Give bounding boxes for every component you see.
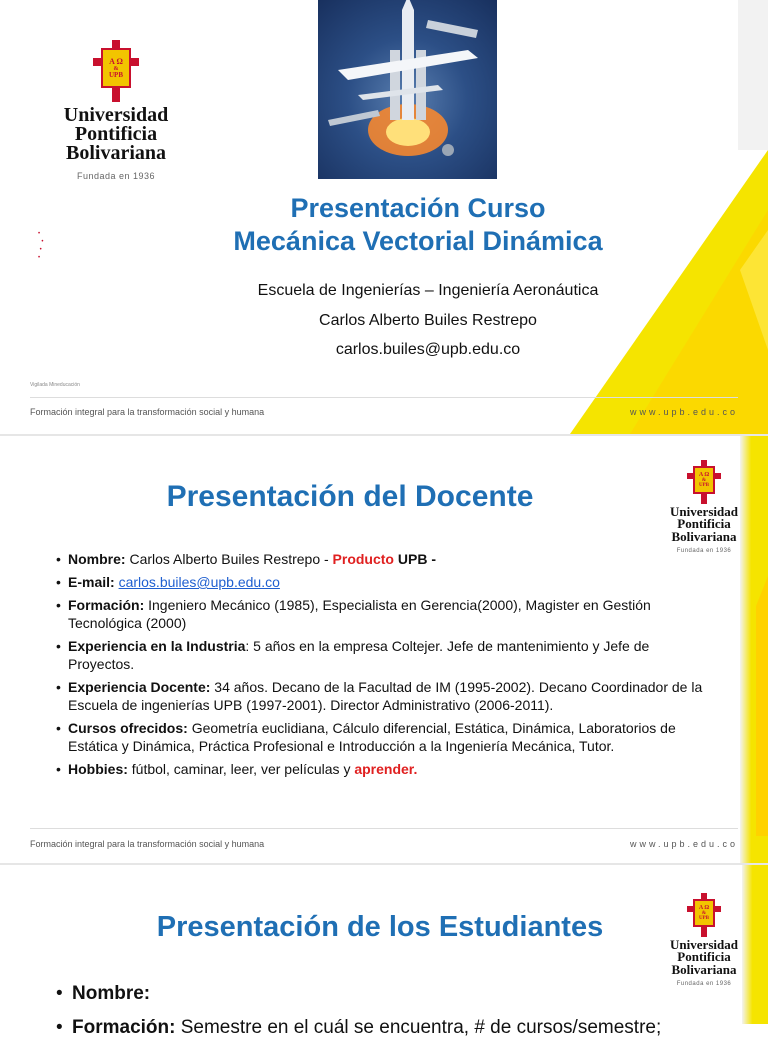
logo-line-bolivariana: Bolivariana bbox=[671, 961, 737, 977]
upb-shield-icon bbox=[93, 40, 139, 102]
upb-logo bbox=[58, 40, 174, 181]
upb-logo bbox=[662, 460, 746, 554]
list-item-cursos bbox=[56, 719, 716, 755]
label-nombre: Nombre: bbox=[68, 551, 126, 567]
label-formacion: Formación: bbox=[72, 1017, 176, 1038]
email-link[interactable]: carlos.builes@upb.edu.co bbox=[118, 574, 280, 590]
list-item-email bbox=[56, 573, 716, 591]
teacher-email: carlos.builes@upb.edu.co bbox=[335, 341, 521, 358]
shield-alpha-omega: A Ω bbox=[109, 56, 123, 66]
logo-line-pontificia: Pontificia bbox=[74, 123, 158, 145]
list-item-formacion bbox=[56, 1015, 756, 1041]
logo-founded: Fundada en 1936 bbox=[676, 548, 732, 555]
course-title-line1: Presentación Curso bbox=[290, 193, 546, 223]
list-item-nombre bbox=[56, 981, 756, 1007]
upb-shield-icon bbox=[687, 893, 721, 937]
value-formacion: Semestre en el cuál se encuentra, # de cursos/semestre; bbox=[175, 1017, 662, 1038]
label-email: E-mail: bbox=[68, 574, 115, 590]
label-docente: Experiencia Docente: bbox=[68, 679, 211, 695]
list-item-formacion bbox=[56, 596, 716, 632]
label-industria: Experiencia en la Industria bbox=[68, 638, 246, 654]
yellow-accent-shape bbox=[728, 576, 768, 836]
value-cursos: Geometría euclidiana, Cálculo diferencial, Estática, Dinámica, Laboratorios de Estática y Dinámica, Práctica Profesional e Introducción a la Ingeniería Mecánica, Tutor. bbox=[68, 720, 676, 754]
list-item-industria bbox=[56, 637, 716, 673]
teacher-name: Carlos Alberto Builes Restrepo bbox=[319, 312, 537, 329]
school-name: Escuela de Ingenierías – Ingeniería Aeronáutica bbox=[257, 282, 599, 299]
footer-url: www.upb.edu.co bbox=[629, 407, 738, 417]
upb-shield-icon bbox=[687, 460, 721, 504]
shield-alpha-omega: A Ω bbox=[698, 472, 710, 478]
label-formacion: Formación: bbox=[68, 597, 145, 613]
logo-line-bolivariana: Bolivariana bbox=[671, 528, 737, 544]
shield-ampersand: & bbox=[113, 65, 119, 72]
value-formacion: Ingeniero Mecánico (1985), Especialista en Gerencia(2000), Magister en Gestión Tecnológica (2000) bbox=[68, 597, 651, 631]
shield-upb: UPB bbox=[109, 70, 123, 79]
value-upb: UPB - bbox=[394, 551, 436, 567]
slide-students-presentation bbox=[0, 865, 768, 1038]
footer-url: www.upb.edu.co bbox=[629, 839, 738, 849]
value-industria: : 5 años en la empresa Coltejer. Jefe de mantenimiento y Jefe de Proyectos. bbox=[68, 638, 650, 672]
shield-upb: UPB bbox=[699, 916, 709, 921]
value-aprender: aprender. bbox=[354, 761, 418, 777]
right-gray-strip bbox=[738, 0, 768, 150]
slide-title: Presentación de los Estudiantes bbox=[156, 911, 604, 943]
logo-line-universidad: Universidad bbox=[670, 504, 738, 519]
value-producto: Producto bbox=[332, 551, 394, 567]
logo-line-pontificia: Pontificia bbox=[677, 949, 731, 965]
students-info-list bbox=[56, 981, 756, 1049]
shield-alpha-omega: A Ω bbox=[698, 905, 710, 911]
aerospace-collage-image bbox=[318, 0, 497, 179]
slide-teacher-presentation bbox=[0, 436, 768, 863]
teacher-info-list bbox=[56, 550, 716, 783]
upb-logo bbox=[662, 893, 746, 987]
label-nombre: Nombre: bbox=[72, 983, 151, 1004]
slide-course-presentation bbox=[0, 0, 768, 434]
list-item-docente bbox=[56, 678, 716, 714]
list-item-hobbies bbox=[56, 760, 716, 778]
shield-upb: UPB bbox=[699, 483, 709, 488]
course-title-line2: Mecánica Vectorial Dinámica bbox=[233, 226, 603, 256]
shield-ampersand: & bbox=[701, 911, 707, 916]
slide-title: Presentación del Docente bbox=[166, 480, 534, 513]
value-nombre: Carlos Alberto Builes Restrepo - bbox=[125, 551, 333, 567]
footer-divider bbox=[30, 828, 738, 829]
footer-slogan: Formación integral para la transformación social y humana bbox=[30, 407, 265, 417]
decorative-dots: • • • • bbox=[38, 231, 44, 261]
logo-line-universidad: Universidad bbox=[63, 104, 169, 126]
value-hobbies: fútbol, caminar, leer, ver películas y bbox=[127, 761, 355, 777]
list-item-nombre bbox=[56, 550, 716, 568]
course-title bbox=[200, 192, 636, 258]
label-hobbies: Hobbies: bbox=[68, 761, 128, 777]
logo-line-universidad: Universidad bbox=[670, 937, 738, 952]
shield-ampersand: & bbox=[701, 478, 707, 483]
vigilada-note: Vigilada Mineducación bbox=[30, 382, 80, 388]
value-docente: 34 años. Decano de la Facultad de IM (1995-2002). Decano Coordinador de la Escuela de ingenierías UPB (1997-2001). Director Administrativo (2006-2011). bbox=[68, 679, 703, 713]
logo-founded: Fundada en 1936 bbox=[676, 981, 732, 988]
logo-founded: Fundada en 1936 bbox=[76, 171, 156, 181]
logo-line-pontificia: Pontificia bbox=[677, 516, 731, 532]
footer-divider bbox=[30, 397, 738, 398]
footer-slogan: Formación integral para la transformación social y humana bbox=[30, 839, 265, 849]
logo-line-bolivariana: Bolivariana bbox=[65, 142, 166, 164]
label-cursos: Cursos ofrecidos: bbox=[68, 720, 188, 736]
